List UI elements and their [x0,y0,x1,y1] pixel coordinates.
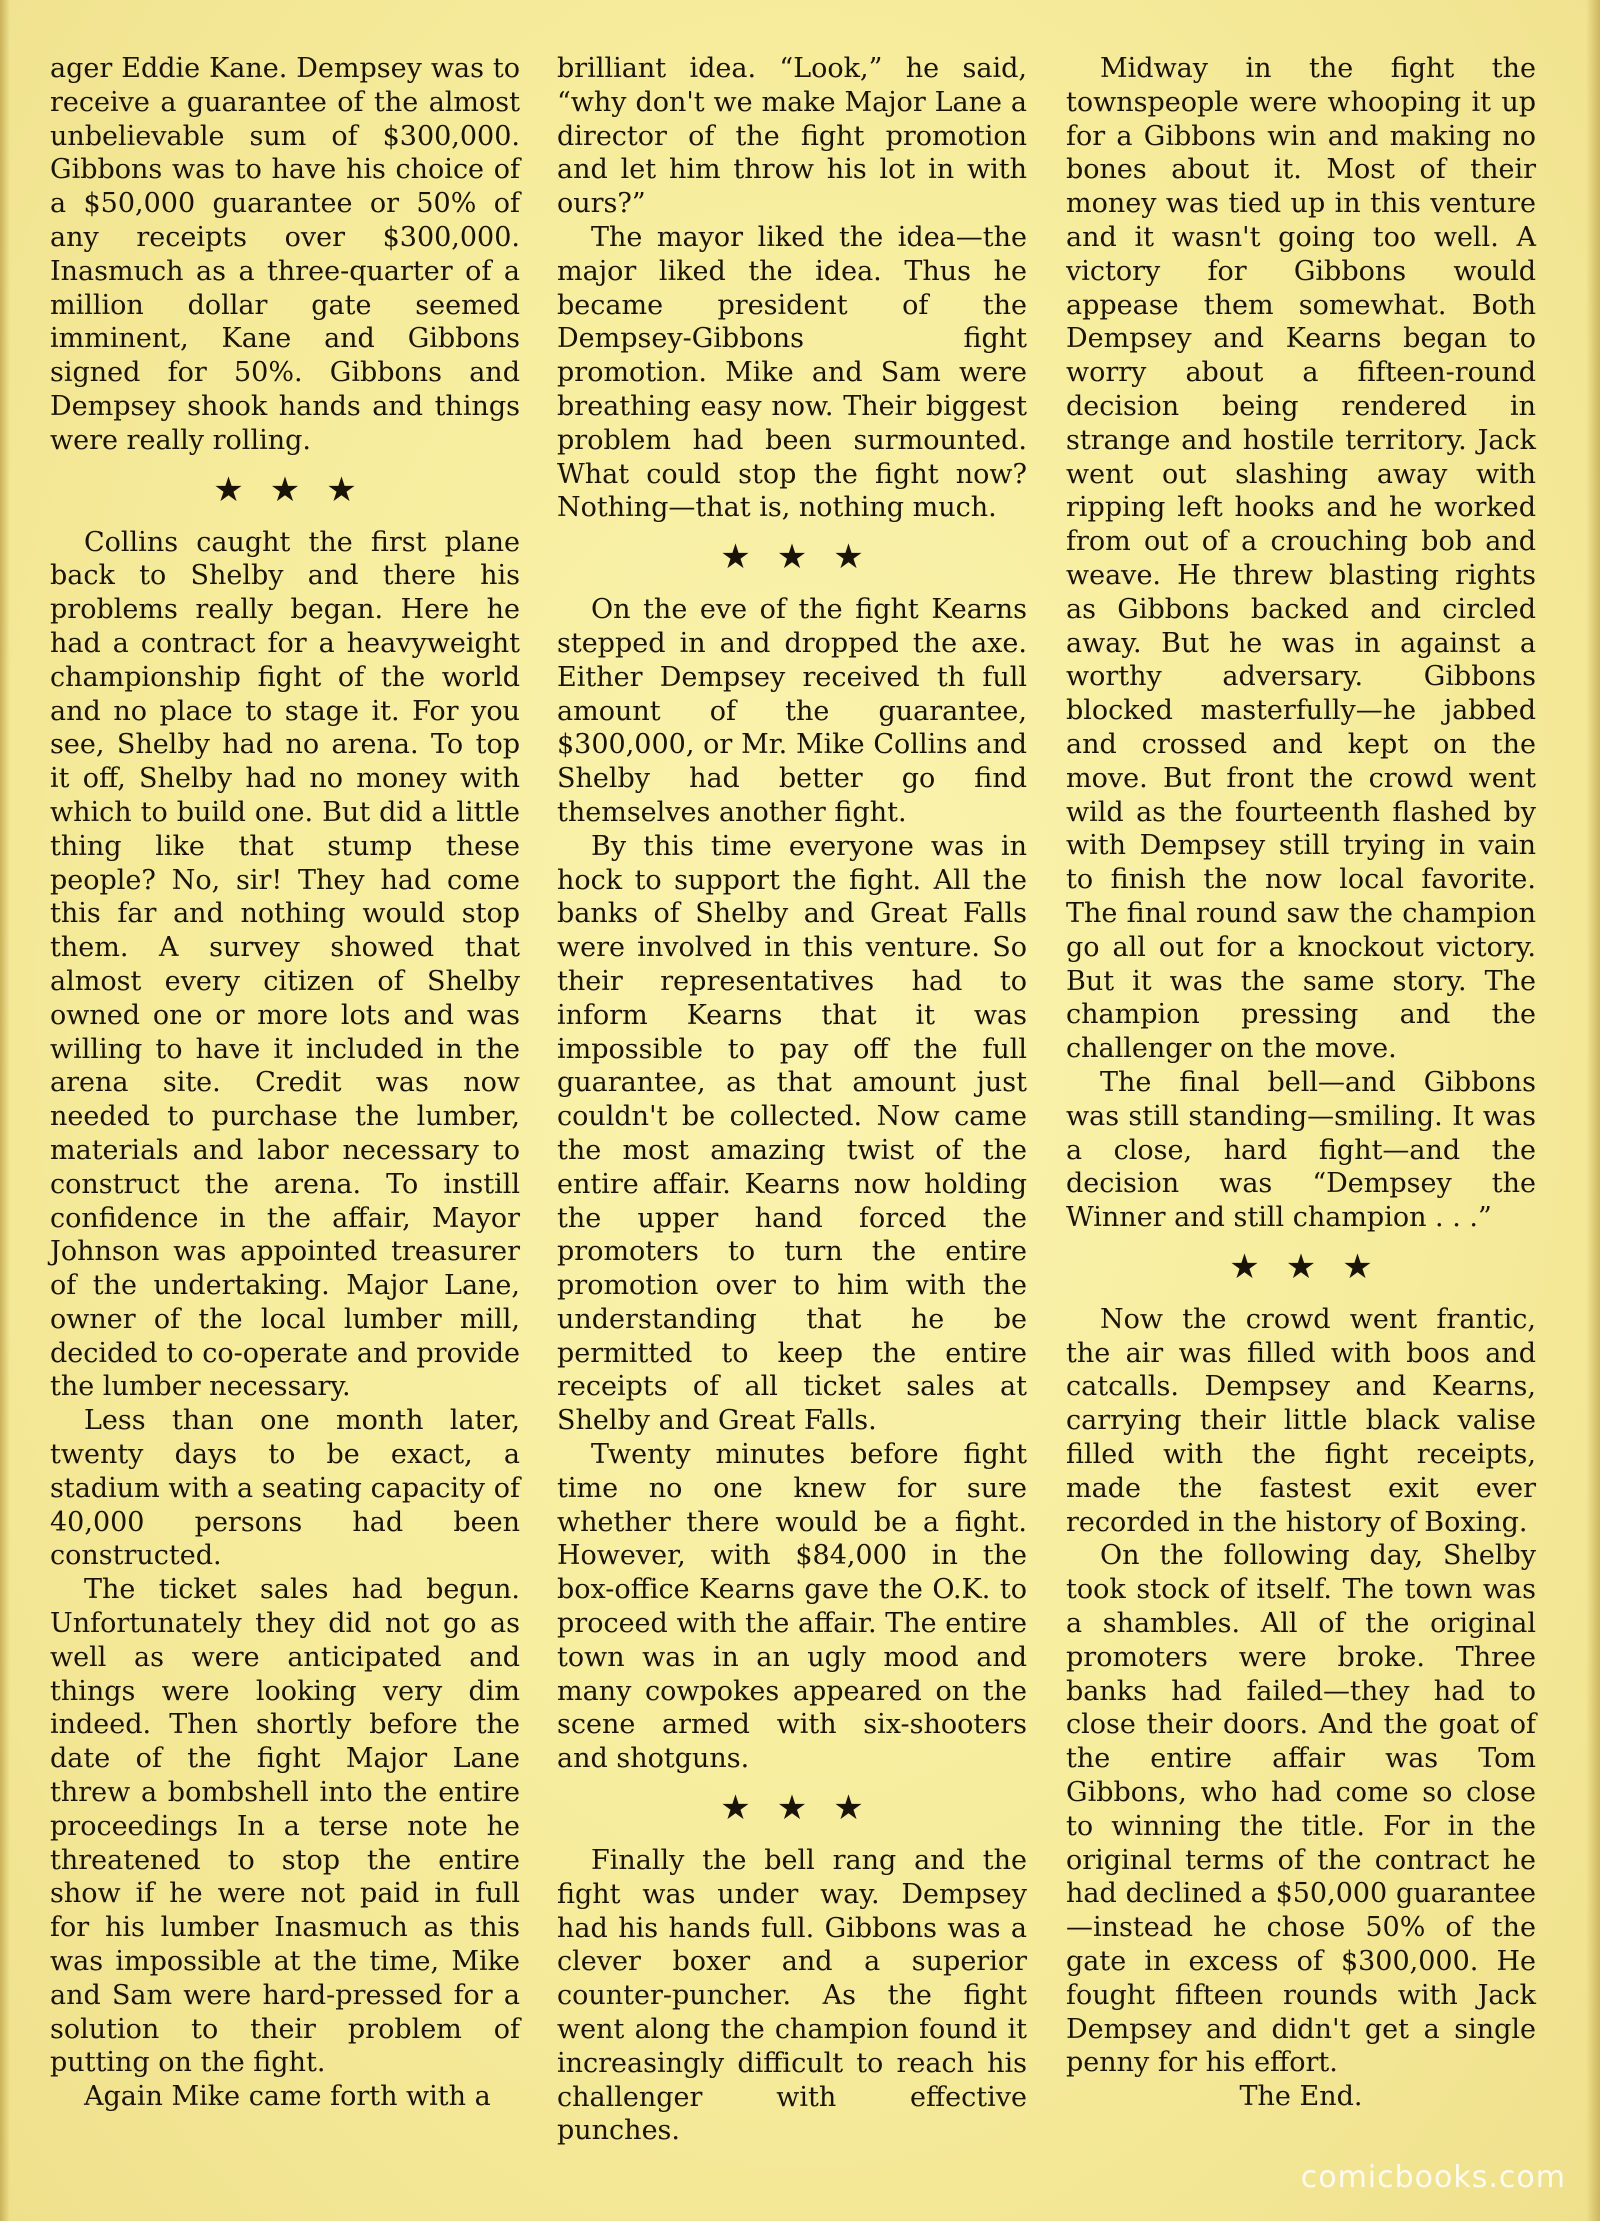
page-edge-left [0,0,10,2221]
text-column-2 [557,52,1027,2148]
paragraph: Now the crowd went frantic, the air was filled with boos and catcalls. Dempsey and Kearns, carrying their little black valise filled with the fight receipts, made the fastest exit ever recorded in the history of Boxing. [1066,1303,1536,1538]
paragraph: Twenty minutes before fight time no one knew for sure whether there would be a fight. However, with $84,000 in the box-office Kearns gave the O.K. to proceed with the affair. The entire town was in an ugly mood and many cowpokes appeared on the scene armed with six-shooters and shotguns. [557,1439,1027,1775]
paragraph: On the eve of the fight Kearns stepped in and dropped the axe. Either Dempsey received th full amount of the guarantee, $300,000, or Mr. Mike Collins and Shelby had better go find themselves another fight. [557,594,1027,828]
section-divider-stars: ★★★ [720,537,890,578]
section-divider-stars: ★★★ [213,469,383,510]
paragraph: Midway in the fight the townspeople were whooping it up for a Gibbons win and making no bones about it. Most of their money was tied up in this venture and it wasn't going too well. A victory for Gibbons would appease them somewhat. Both Dempsey and Kearns began to worry about a fifteen-round decision being rendered in strange and hostile territory. Jack went out slashing away with ripping left hooks and he worked from out of a crouching bob and weave. He threw blasting rights as Gibbons backed and circled away. But he was in against a worthy adversary. Gibbons blocked masterfully—he jabbed and crossed and kept on the move. But front the crowd went wild as the fourteenth flashed by with Dempsey still trying in vain to finish the now local favorite. The final round saw the champion go all out for a knockout victory. But it was the same story. The champion pressing and the challenger on the move. [1066,53,1536,1065]
paragraph: On the following day, Shelby took stock of itself. The town was a shambles. All of the original promoters were broke. Three banks had failed—they had to close their doors. And the goat of the entire affair was Tom Gibbons, who had come so close to winning the title. For in the original terms of the contract he had declined a $50,000 guarantee—instead he chose 50% of the gate in excess of $300,000. He fought fifteen rounds with Jack Dempsey and didn't get a single penny for his effort. [1066,1540,1536,2079]
paragraph: The final bell—and Gibbons was still standing—smiling. It was a close, hard fight—and the decision was “Dempsey the Winner and still champion . . .” [1066,1066,1536,1234]
paragraph: Collins caught the first plane back to Shelby and there his problems really began. Here he had a contract for a heavyweight championship fight of the world and no place to stage it. For you see, Shelby had no arena. To top it off, Shelby had no money with which to build one. But did a little thing like that stump these people? No, sir! They had come this far and nothing would stop them. A survey showed that almost every citizen of Shelby owned one or more lots and was willing to have it included in the arena site. Credit was now needed to purchase the lumber, materials and labor necessary to construct the arena. To instill confidence in the affair, Mayor Johnson was appointed treasurer of the undertaking. Major Lane, owner of the local lumber mill, decided to co-operate and provide the lumber necessary. [50,526,520,1403]
text-column-1 [50,52,520,2114]
paragraph: The mayor liked the idea—the major liked the idea. Thus he became president of the Dempsey-Gibbons fight promotion. Mike and Sam were breathing easy now. Their biggest problem had been surmounted. What could stop the fight now? Nothing—that is, nothing much. [557,221,1027,524]
paragraph: Less than one month later, twenty days to be exact, a stadium with a seating capacity of 40,000 persons had been constructed. [50,1405,520,1572]
section-divider-stars: ★★★ [720,1788,890,1829]
paragraph: The ticket sales had begun. Unfortunately they did not go as well as were anticipated and things were looking very dim indeed. Then shortly before the date of the fight Major Lane threw a bombshell into the entire proceedings In a terse note he threatened to stop the entire show if he were not paid in full for his lumber Inasmuch as this was impossible at the time, Mike and Sam were hard-pressed for a solution to their problem of putting on the fight. [50,1574,520,2079]
section-divider-stars: ★★★ [1229,1246,1399,1287]
paragraph: Again Mike came forth with a [84,2081,491,2113]
paragraph: By this time everyone was in hock to support the fight. All the banks of Shelby and Great Falls were involved in this venture. So their representatives had to inform Kearns that it was impossible to pay off the full guarantee, as that amount just couldn't be collected. Now came the most amazing twist of the entire affair. Kearns now holding the upper hand forced the promoters to turn the entire promotion over to him with the understanding that he be permitted to keep the entire receipts of all ticket sales at Shelby and Great Falls. [557,830,1027,1437]
paragraph: ager Eddie Kane. Dempsey was to receive a guarantee of the almost unbelievable sum of $300,000. Gibbons was to have his choice of a $50,000 guarantee or 50% of any receipts over $300,000. Inasmuch as a three-quarter of a million dollar gate seemed imminent, Kane and Gibbons signed for 50%. Gibbons and Dempsey shook hands and things were really rolling. [50,53,520,456]
the-end-label: The End. [1239,2081,1363,2113]
watermark: comicbooks.com [1300,2160,1566,2195]
text-column-3 [1066,52,1536,2114]
paragraph: brilliant idea. “Look,” he said, “why don't we make Major Lane a director of the fight promotion and let him throw his lot in with ours?” [557,53,1027,220]
paragraph: Finally the bell rang and the fight was under way. Dempsey had his hands full. Gibbons was a clever boxer and a superior counter-puncher. As the fight went along the champion found it increasingly difficult to reach his challenger with effective punches. [557,1845,1027,2147]
page-edge-right [1586,0,1600,2221]
